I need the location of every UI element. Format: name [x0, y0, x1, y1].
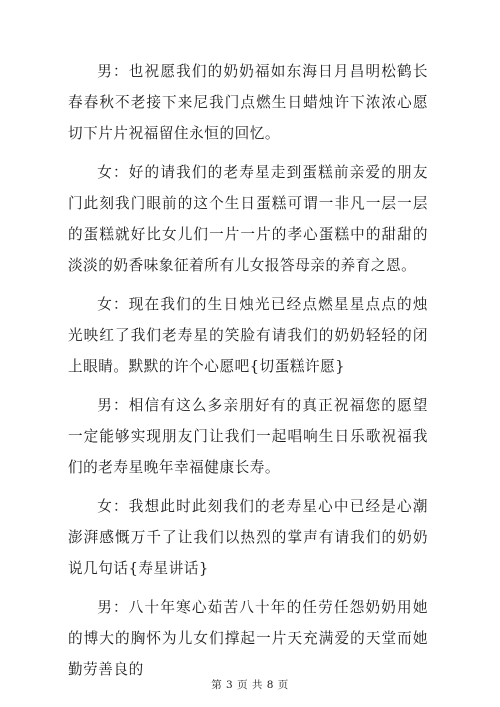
paragraph-2: 女：好的请我们的老寿星走到蛋糕前亲爱的朋友门此刻我门眼前的这个生日蛋糕可谓一非凡一层一层的蛋糕就好比女儿们一片一片的孝心蛋糕中的甜甜的淡淡的奶香味象征着所有儿女报答母亲的养育之恩。 [68, 164, 428, 274]
paragraph-6: 男：八十年寒心茹苦八十年的任劳任怨奶奶用她的博大的胸怀为儿女们撑起一片天充满爱的天堂而她勤劳善良的 [68, 599, 428, 678]
document-body [68, 56, 428, 693]
paragraph-3: 女：现在我们的生日烛光已经点燃星星点点的烛光映红了我们老寿星的笑脸有请我们的奶奶轻轻的闭上眼睛。默默的许个心愿吧{切蛋糕许愿} [68, 296, 428, 375]
paragraph-1: 男：也祝愿我们的奶奶福如东海日月昌明松鹤长春春秋不老接下来尼我门点燃生日蜡烛许下浓浓心愿切下片片祝福留住永恒的回忆。 [68, 63, 428, 142]
page-footer: 第 3 页 共 8 页 [211, 679, 289, 691]
paragraph-4: 男：相信有这么多亲朋好有的真正祝福您的愿望一定能够实现朋友门让我们一起唱响生日乐歌祝福我们的老寿星晚年幸福健康长寿。 [68, 397, 428, 476]
paragraph-5: 女：我想此时此刻我们的老寿星心中已经是心潮澎湃感慨万千了让我们以热烈的掌声有请我们的奶奶说几句话{寿星讲话} [68, 498, 428, 577]
